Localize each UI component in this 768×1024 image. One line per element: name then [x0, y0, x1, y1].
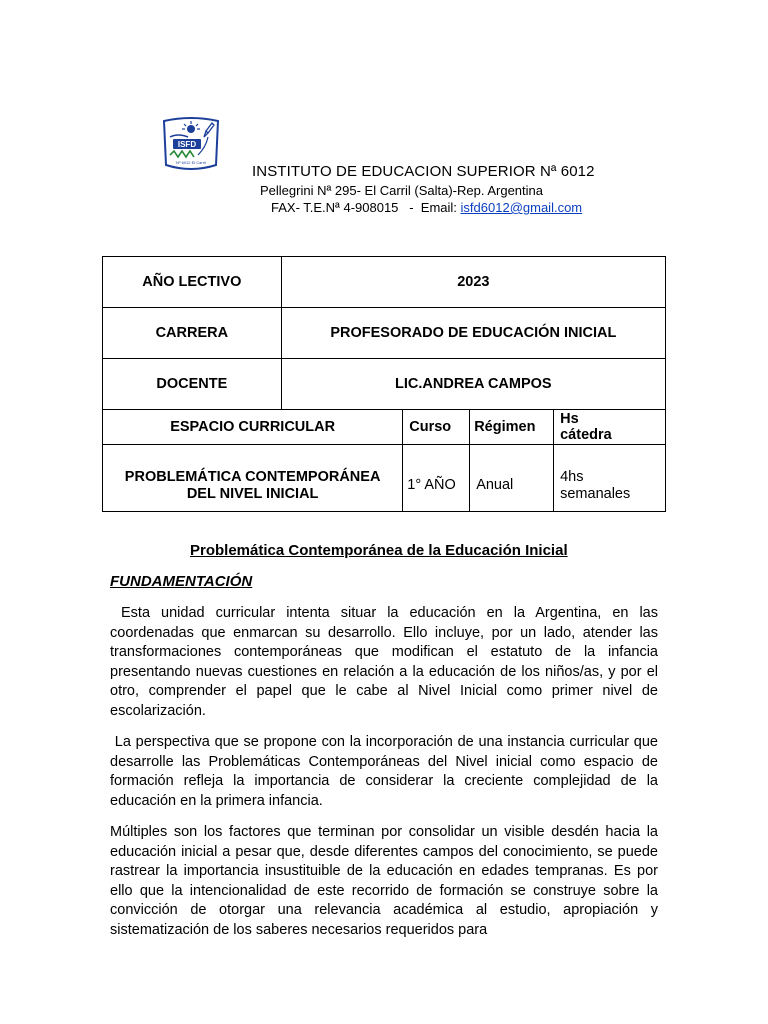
regime-value-text: Anual	[476, 477, 514, 493]
regime-header	[470, 410, 554, 445]
table-row	[103, 257, 666, 308]
year-value: 2023	[281, 257, 665, 308]
institution-logo	[158, 117, 224, 173]
contact-fax: FAX- T.E.Nª 4-908015 - Email:	[271, 200, 461, 215]
paragraph-3: Múltiples son los factores que terminan por consolidar un visible desdén hacia la educación inicial a pesar que, desde diferentes campos del conocimiento, se puede rastrear la importancia insustituible de la educación en edades tempranas. Es por ello que la intencionalidad de este recorrido de formación se construye sobre la convicción de otorgar una relevancia académica al estudio, apropiación y sistematización de los saberes necesarios requeridos para	[110, 824, 658, 938]
space-header	[103, 410, 403, 445]
regime-header-text: Régimen	[474, 419, 536, 435]
regime-value	[470, 445, 554, 512]
table-row	[103, 308, 666, 359]
hours-header-line2: cátedra	[560, 427, 612, 443]
career-label: CARRERA	[103, 308, 282, 359]
teacher-value: LIC.ANDREA CAMPOS	[281, 359, 665, 410]
logo-text: ISFD	[177, 140, 197, 149]
logo-subtext: Nº 6012 El Carril	[176, 160, 206, 165]
space-value-text: PROBLEMÁTICA CONTEMPORÁNEA DEL NIVEL INICIAL	[124, 468, 381, 502]
hours-value-text	[554, 454, 665, 503]
hours-value	[554, 445, 666, 512]
course-header	[403, 410, 470, 445]
hours-value-line1: 4hs	[560, 468, 584, 485]
email-link[interactable]: isfd6012@gmail.com	[460, 200, 583, 215]
paragraph-1: Esta unidad curricular intenta situar la educación en la Argentina, en las coordenadas que enmarcan su desarrollo. Ello incluye, por un lado, atender las transformaciones contemporáneas que modifican el estatuto de la infancia presentando nuevas cuestiones en relación a la educación de los niños/as, y por el otro, comprender el papel que le cabe al Nivel Inicial como primer nivel de escolarización.	[110, 605, 663, 719]
document-title: Problemática Contemporánea de la Educación Inicial	[190, 542, 568, 559]
course-value-text: 1° AÑO	[407, 477, 456, 493]
table-row	[103, 445, 666, 512]
space-value	[103, 445, 403, 512]
course-header-text: Curso	[409, 419, 452, 435]
space-header-text: ESPACIO CURRICULAR	[170, 419, 336, 435]
hours-header	[554, 410, 666, 445]
paragraph-2: La perspectiva que se propone con la incorporación de una instancia curricular que desarrolle las Problemáticas Contemporáneas del Nivel inicial como espacio de formación refleja la importancia de considerar la creciente complejidad de la educación en la primera infancia.	[110, 734, 663, 809]
year-label: AÑO LECTIVO	[103, 257, 282, 308]
career-value: PROFESORADO DE EDUCACIÓN INICIAL	[281, 308, 665, 359]
hours-value-line2: semanales	[560, 485, 631, 502]
section-title: FUNDAMENTACIÓN	[110, 573, 253, 590]
hours-header-text	[554, 411, 665, 443]
institution-contact	[271, 200, 582, 215]
table-header-row	[103, 410, 666, 445]
teacher-label: DOCENTE	[103, 359, 282, 410]
course-value	[403, 445, 470, 512]
institution-name: INSTITUTO DE EDUCACION SUPERIOR Nª 6012	[252, 163, 595, 180]
table-row	[103, 359, 666, 410]
institution-address: Pellegrini Nª 295- El Carril (Salta)-Rep. Argentina	[260, 183, 543, 198]
course-info-table	[102, 256, 666, 512]
hours-header-line1: Hs	[560, 411, 579, 427]
